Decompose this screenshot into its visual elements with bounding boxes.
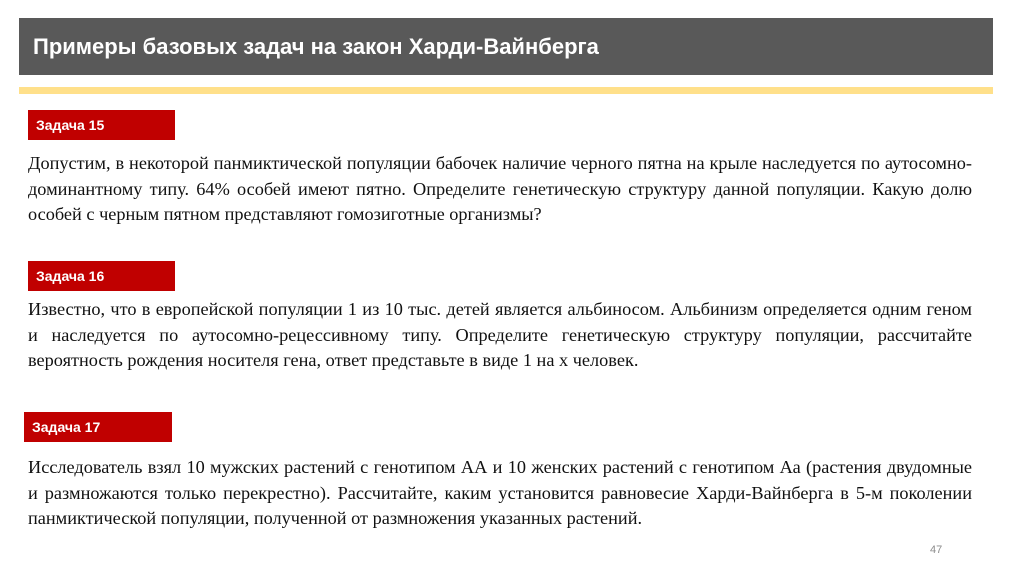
task-16-text: Известно, что в европейской популяции 1 из 10 тыс. детей является альбиносом. Альбинизм определяется одним геном и наследуется по аутосомно-рецессивному типу. Определите генетическую структуру популяции, рассчитайте вероятность рождения носителя гена, ответ представьте в виде 1 на х человек.	[28, 299, 972, 370]
title-bar	[19, 18, 993, 75]
task-15-badge: Задача 15	[28, 110, 175, 140]
task-16-badge: Задача 16	[28, 261, 175, 291]
task-15-text: Допустим, в некоторой панмиктической популяции бабочек наличие черного пятна на крыле наследуется по аутосомно-доминантному типу. 64% особей имеют пятно. Определите генетическую структуру данной популяции. Какую долю особей с черным пятном представляют гомозиготные организмы?	[28, 153, 972, 224]
accent-divider	[19, 87, 993, 94]
page-title: Примеры базовых задач на закон Харди-Вайнберга	[33, 34, 599, 59]
task-17-text: Исследователь взял 10 мужских растений с генотипом АА и 10 женских растений с генотипом Аа (растения двудомные и размножаются только перекрестно). Рассчитайте, каким установится равновесие Харди-Вайнберга в 5-м поколении панмиктической популяции, полученной от размножения указанных растений.	[28, 457, 972, 528]
page-number: 47	[930, 544, 943, 556]
task-17-badge: Задача 17	[24, 412, 172, 442]
